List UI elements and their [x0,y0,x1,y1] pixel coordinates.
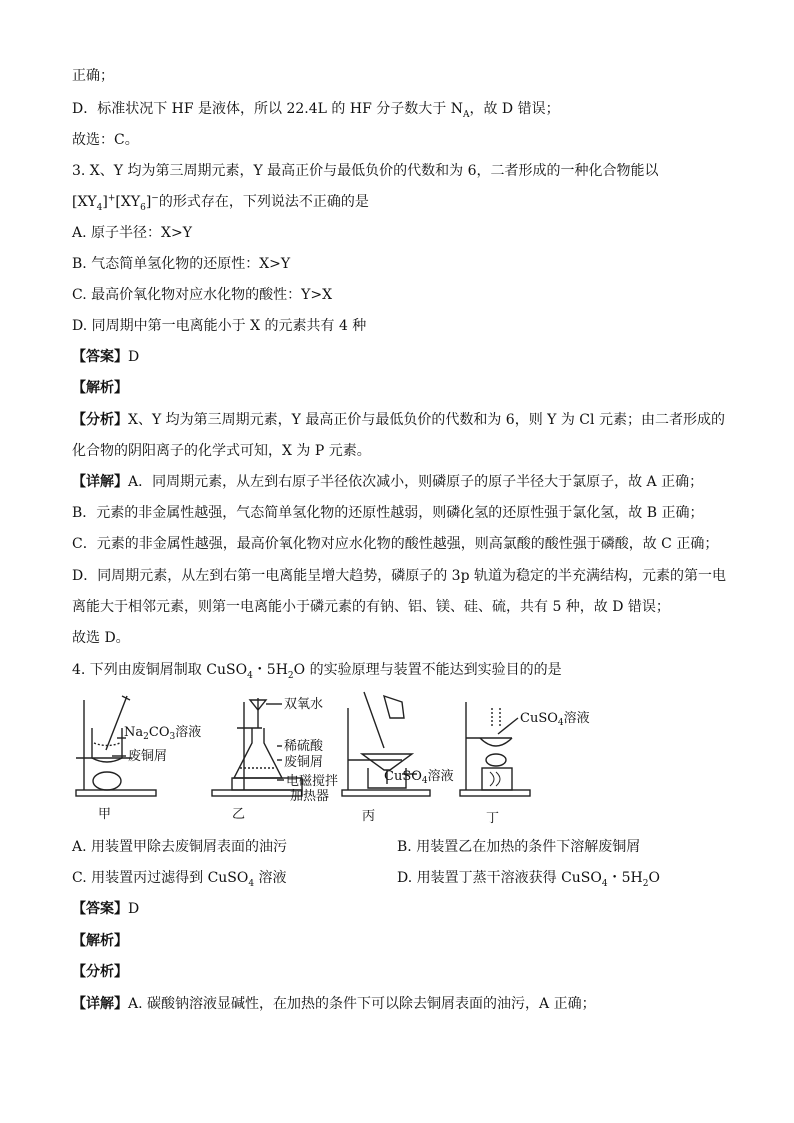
answer-line: 【答案】D [72,349,140,365]
detail-text: 【详解】A. 碳酸钠溶液显碱性，在加热的条件下可以除去铜屑表面的油污，A 正确； [72,996,596,1012]
yi-label-acid: 稀硫酸 [284,739,324,754]
apparatus-figure [72,688,632,828]
apparatus-jia [76,696,156,796]
question-3-stem: 3. X、Y 均为第三周期元素，Y 最高正价与最低负价的代数和为 6，二者形成的一种化合物能以 [72,163,659,179]
question-4-stem: 4. 下列由废铜屑制取 CuSO$_4$・$5H_2O$ 的实验原理与装置不能达到实验目的的是 [72,662,562,681]
option-d: D. 同周期中第一电离能小于 X 的元素共有 4 种 [72,318,367,334]
option-a: A. 用装置甲除去废铜屑表面的油污 [72,839,288,855]
detail-text: 【详解】A．同周期元素，从左到右原子半径依次减小，则磷原子的原子半径大于氯原子，故 A 正确； [72,474,704,490]
yi-label-h2o2: 双氧水 [284,697,324,712]
question-3-stem-cont: $[XY_4]^+[XY_6]^-$的形式存在，下列说法不正确的是 [72,193,369,213]
caption-jia: 甲 [98,807,112,822]
caption-yi: 乙 [232,807,246,822]
jia-label-scrap: 废铜屑 [128,749,168,764]
bing-label-cuso4: CuSO$_4$溶液 [384,769,454,786]
option-d: D. 用装置丁蒸干溶液获得 CuSO$_4$・$5H_2O$ [397,870,660,889]
yi-label-stirrer: 电磁搅拌 [286,774,339,789]
caption-ding: 丁 [486,811,500,826]
text-line: 故选：C。 [72,132,139,148]
caption-bing: 丙 [362,809,376,824]
option-b: B. 气态简单氢化物的还原性：X>Y [72,256,291,272]
text-line: D．标准状况下 HF 是液体，所以 22.4L 的 HF 分子数大于 $N_A$，故 D 错误； [72,101,560,120]
detail-text: C．元素的非金属性越强，最高价氧化物对应水化物的酸性越强，则高氯酸的酸性强于磷酸，故 C 正确； [72,536,719,552]
analysis-heading: 【分析】 [72,964,128,980]
detail-text: D．同周期元素，从左到右第一电离能呈增大趋势，磷原子的 3p 轨道为稳定的半充满结构，元素的第一电 [72,568,726,584]
analysis-heading: 【解析】 [72,933,128,949]
text-line: 正确； [72,68,114,84]
analysis-text: 化合物的阴阳离子的化学式可知，X 为 P 元素。 [72,443,371,459]
yi-label-scrap: 废铜屑 [284,755,324,770]
analysis-text: 【分析】X、Y 均为第三周期元素，Y 最高正价与最低负价的代数和为 6，则 Y 为 Cl 元素；由二者形成的 [72,412,725,428]
option-a: A. 原子半径：X>Y [72,225,192,241]
option-b: B. 用装置乙在加热的条件下溶解废铜屑 [397,839,641,855]
ding-label-cuso4: CuSO$_4$溶液 [520,711,590,728]
option-c: C. 最高价氧化物对应水化物的酸性：Y>X [72,287,333,303]
detail-text: 故选 D。 [72,630,130,646]
jia-label-na2co3: $Na_2CO_3$溶液 [124,725,202,742]
answer-line: 【答案】D [72,901,140,917]
detail-text: 离能大于相邻元素，则第一电离能小于磷元素的有钠、铝、镁、硅、硫，共有 5 种，故 D 错误； [72,599,670,615]
detail-text: B．元素的非金属性越强，气态简单氢化物的还原性越弱，则磷化氢的还原性强于氯化氢，故 B 正确； [72,505,704,521]
option-c: C. 用装置丙过滤得到 CuSO$_4$ 溶液 [72,870,287,889]
analysis-heading: 【解析】 [72,380,128,396]
yi-label-heater: 加热器 [290,789,330,804]
